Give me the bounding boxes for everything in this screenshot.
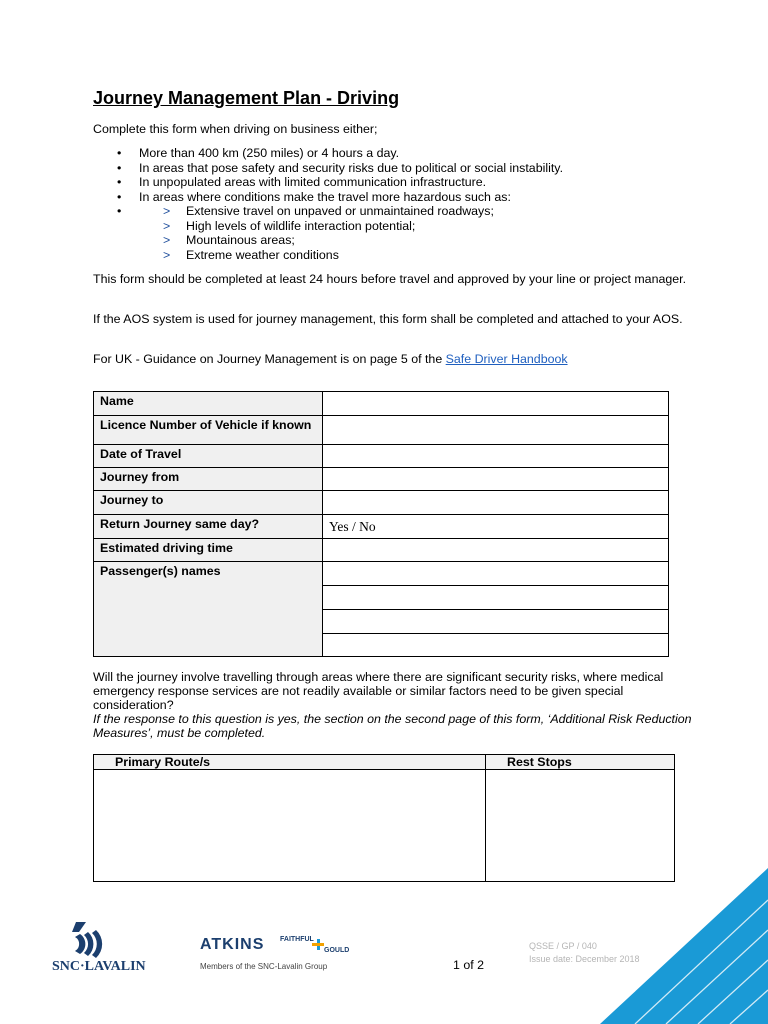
- journey-to-label: Journey to: [94, 491, 323, 515]
- members-text: Members of the SNC-Lavalin Group: [200, 962, 328, 971]
- passenger-field[interactable]: [323, 586, 669, 610]
- snc-lavalin-mark-icon: [72, 922, 102, 958]
- corner-triangle: [600, 868, 768, 1024]
- list-item: • In unpopulated areas with limited communication infrastructure.: [93, 175, 693, 190]
- return-journey-label: Return Journey same day?: [94, 515, 323, 539]
- sub-list-item: > High levels of wildlife interaction potential;: [93, 219, 693, 234]
- primary-route-field[interactable]: [94, 770, 486, 882]
- list-item: • More than 400 km (250 miles) or 4 hours a day.: [93, 146, 693, 161]
- rest-stops-header: Rest Stops: [486, 755, 675, 770]
- snc-lavalin-wordmark: SNC·LAVALIN: [52, 959, 146, 974]
- approval-paragraph: This form should be completed at least 24 hours before travel and approved by your line or project manager.: [93, 272, 687, 286]
- passengers-label: Passenger(s) names: [94, 562, 323, 657]
- corner-decoration: [600, 860, 768, 1024]
- driving-time-label: Estimated driving time: [94, 539, 323, 562]
- sub-list-item: > Extreme weather conditions: [93, 248, 693, 263]
- issue-date: Issue date: December 2018: [529, 953, 640, 964]
- page-number: 1 of 2: [453, 958, 485, 972]
- passenger-field[interactable]: [323, 610, 669, 634]
- list-item: • In areas that pose safety and security risks due to political or social instability.: [93, 161, 693, 176]
- uk-guidance-paragraph: [93, 352, 693, 367]
- sub-list-item: > Mountainous areas;: [93, 233, 693, 248]
- date-field[interactable]: [323, 445, 669, 468]
- safe-driver-handbook-link[interactable]: Safe Driver Handbook: [445, 352, 568, 366]
- sub-list-item: > • Extensive travel on unpaved or unmaintained roadways;: [93, 204, 693, 219]
- licence-field[interactable]: [323, 416, 669, 445]
- intro-text: Complete this form when driving on business either;: [93, 122, 378, 136]
- passenger-field[interactable]: [323, 634, 669, 657]
- driving-time-field[interactable]: [323, 539, 669, 562]
- aos-paragraph: If the AOS system is used for journey management, this form shall be completed and attached to your AOS.: [93, 312, 683, 326]
- journey-details-table: [93, 391, 669, 657]
- licence-label: Licence Number of Vehicle if known: [94, 416, 323, 445]
- list-item: • In areas where conditions make the travel more hazardous such as:: [93, 190, 693, 205]
- journey-from-label: Journey from: [94, 468, 323, 491]
- return-journey-field[interactable]: Yes / No: [323, 515, 669, 539]
- journey-from-field[interactable]: [323, 468, 669, 491]
- security-question-note: If the response to this question is yes, the section on the second page of this form, ‘Additional Risk Reduction Measures’, must be completed.: [93, 712, 692, 740]
- primary-route-header: Primary Route/s: [94, 755, 486, 770]
- passenger-field[interactable]: [323, 562, 669, 586]
- hazard-sub-list: [93, 204, 693, 262]
- faithful-wordmark: FAITHFUL: [280, 936, 314, 943]
- snc-lavalin-logo: [52, 920, 177, 975]
- uk-guidance-text: For UK - Guidance on Journey Management is on page 5 of the: [93, 352, 446, 366]
- name-label: Name: [94, 392, 323, 416]
- atkins-faithful-gould-logo: [200, 928, 370, 973]
- sub-list-container: [93, 204, 693, 262]
- gould-wordmark: GOULD: [324, 947, 350, 954]
- name-field[interactable]: [323, 392, 669, 416]
- date-label: Date of Travel: [94, 445, 323, 468]
- journey-to-field[interactable]: [323, 491, 669, 515]
- document-reference: QSSE / GP / 040: [529, 941, 597, 951]
- routes-table: [93, 754, 675, 882]
- security-question: Will the journey involve travelling through areas where there are significant security risks, where medical emergency response services are not readily available or similar factors need to be given special consideration?: [93, 670, 664, 712]
- page-title: Journey Management Plan - Driving: [93, 88, 400, 108]
- atkins-wordmark: ATKINS: [200, 936, 265, 953]
- criteria-list: [93, 146, 693, 262]
